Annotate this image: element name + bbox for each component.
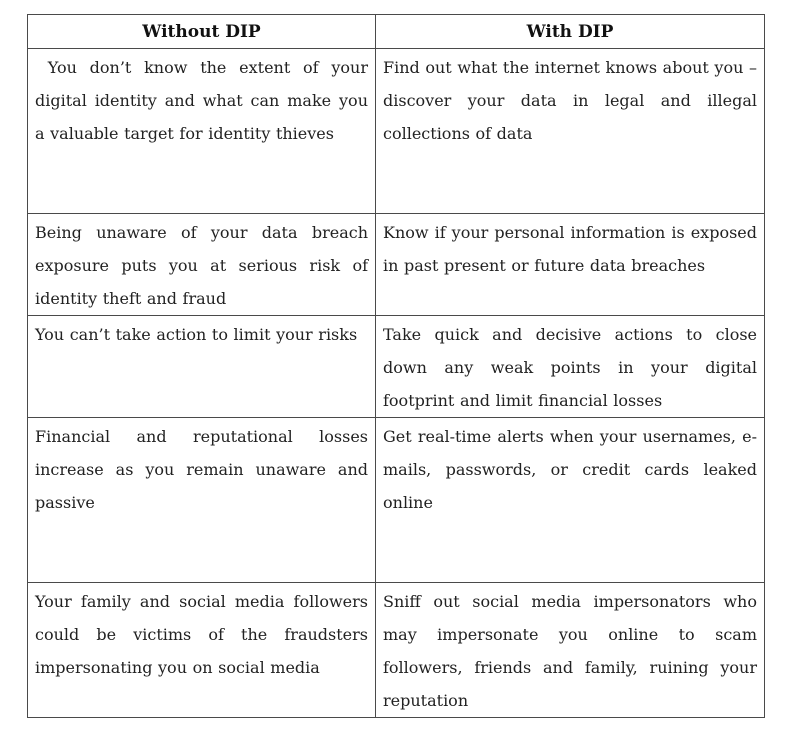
cell-with-dip: Take quick and decisive actions to close down any weak points in your digital footprint and limit financial losses: [376, 316, 765, 418]
table-body: [28, 49, 765, 718]
table-row: [28, 316, 765, 418]
cell-without-dip: Financial and reputational losses increase as you remain unaware and passive: [28, 418, 376, 583]
table-row: [28, 214, 765, 316]
header-row: [28, 15, 765, 49]
cell-with-dip: Find out what the internet knows about you – discover your data in legal and illegal collections of data: [376, 49, 765, 214]
cell-text: You don’t know the extent of your digital identity and what can make you a valuable target for identity thieves: [35, 58, 368, 143]
cell-with-dip: Get real-time alerts when your usernames, e-mails, passwords, or credit cards leaked online: [376, 418, 765, 583]
comparison-table: [27, 14, 765, 718]
cell-without-dip: Being unaware of your data breach exposure puts you at serious risk of identity theft and fraud: [28, 214, 376, 316]
cell-without-dip: You can’t take action to limit your risks: [28, 316, 376, 418]
cell-with-dip: Sniff out social media impersonators who may impersonate you online to scam followers, friends and family, ruining your reputation: [376, 583, 765, 718]
cell-without-dip: [28, 49, 376, 214]
table-row: [28, 583, 765, 718]
header-with-dip: With DIP: [376, 15, 765, 49]
header-without-dip: Without DIP: [28, 15, 376, 49]
table-row: [28, 49, 765, 214]
cell-without-dip: Your family and social media followers could be victims of the fraudsters impersonating you on social media: [28, 583, 376, 718]
table-header: [28, 15, 765, 49]
table-row: [28, 418, 765, 583]
cell-with-dip: Know if your personal information is exposed in past present or future data breaches: [376, 214, 765, 316]
